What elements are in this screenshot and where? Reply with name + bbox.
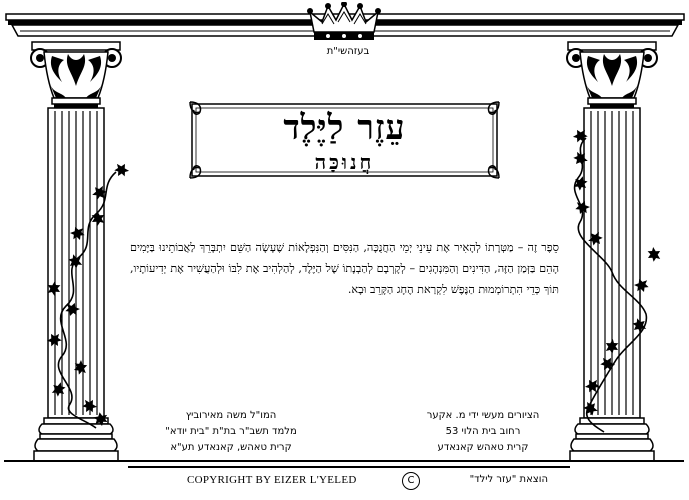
beezrat-heading: בעזהשי"ת bbox=[326, 46, 370, 57]
copyright-icon: C bbox=[402, 472, 420, 490]
credit-line: המו"ל משה מאירוביץ bbox=[185, 410, 277, 421]
copyright-notice: COPYRIGHT BY EIZER L'YELED bbox=[187, 474, 357, 486]
publisher-credit bbox=[146, 408, 316, 456]
credit-line: קרית טאהש קאנאדע bbox=[437, 442, 529, 453]
footer-divider bbox=[128, 466, 570, 468]
crown-icon bbox=[306, 2, 382, 44]
credit-line: רחוב בית הלוי 53 bbox=[445, 426, 521, 437]
illustrator-credit bbox=[398, 408, 568, 456]
credit-line: הציורים מעשי ידי מ. אקער bbox=[426, 410, 540, 421]
book-subtitle: חֲנוּכָּה bbox=[314, 150, 375, 174]
book-title: עֵזֶר לַיֶּלֶד bbox=[283, 108, 406, 148]
publisher-name: הוצאת "עזר לילד" bbox=[469, 474, 548, 485]
title-frame bbox=[188, 100, 501, 180]
intro-paragraph: סֵפֶר זֶה – מַטְּרָתוֹ לְהָאִיר אֶת עֵינֵי יְמֵי הַחֲנֻכָּה, הַנִּסִּים וְהַנִּפְלָאוֹת שֶׁעָשָׂה הַשֵּׁם יִתְבָּרֵךְ לַאֲבוֹתֵינוּ בַּיָּמִים הָהֵם בַּזְּמַן הַזֶּה, הַדִּינִים וְהַמִּנְהָגִים – לְקָרְבָם לְהַבְנָתוֹ שֶׁל הַיֶּלֶד, לְהַלְהִיב אֶת לִבּוֹ וּלְהַעֲשִׁיר אֶת יְדִיעוֹתָיו, תּוֹךְ כְּדֵי הִתְרוֹמְמוּת הַנֶּפֶשׁ לִקְרַאת הֶחָג הַקָּרֵב וּבָא. bbox=[130, 241, 559, 296]
credit-line: קרית טאהש, קאנאדע תע"א bbox=[170, 442, 292, 453]
credit-line: מלמד תשב"ר בת"ת "בית יודא" bbox=[165, 426, 297, 437]
